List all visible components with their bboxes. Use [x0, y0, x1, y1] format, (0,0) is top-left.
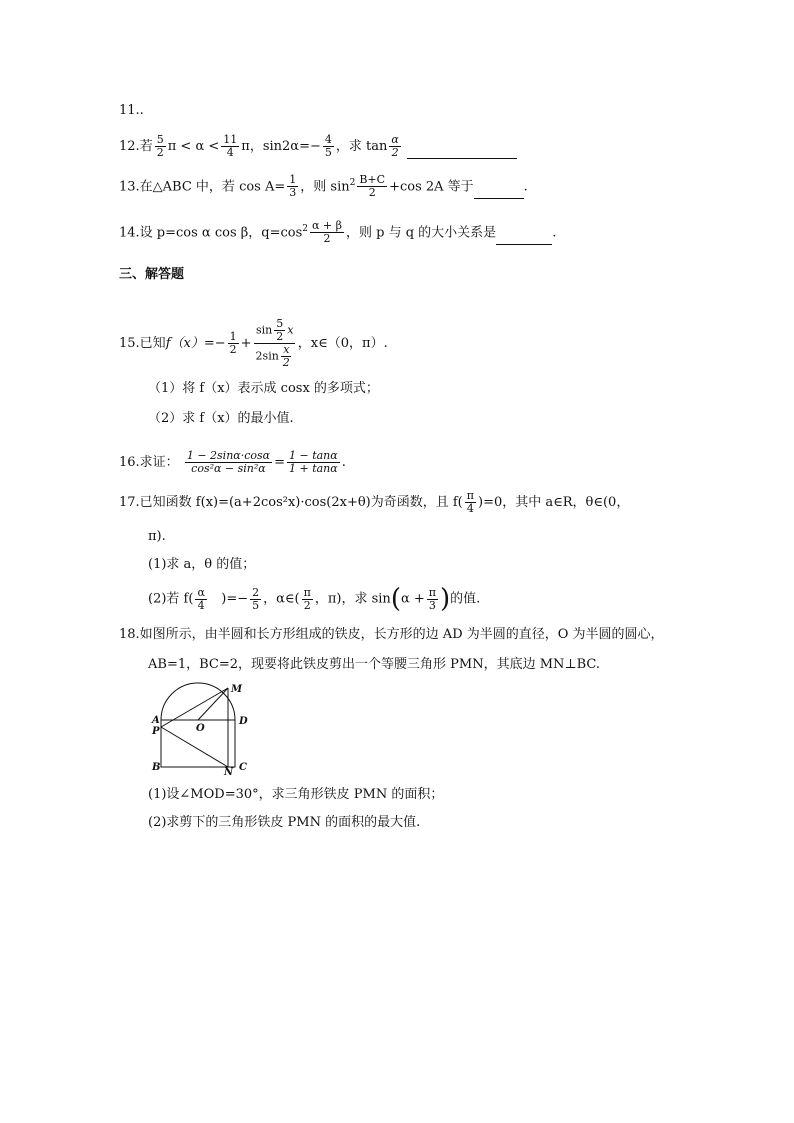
q17-fraction-pi2: $\frac{\pi}{2}$: [303, 585, 311, 612]
q17-line-2: π).: [148, 529, 166, 544]
section-heading: 三、解答题: [119, 267, 185, 282]
question-15: [119, 318, 388, 369]
q13-text: 13.在△ABC 中，若 cos A=: [119, 179, 286, 195]
question-17: [119, 490, 629, 515]
label-m: M: [231, 684, 243, 695]
question-16: [119, 450, 346, 475]
q13-fraction-2: $\frac{B+C}{2}$: [359, 173, 386, 200]
q17-fraction-25: $\frac{2}{5}$: [252, 585, 260, 612]
label-n: N: [224, 767, 234, 776]
q12-sin2: ，sin2: [249, 139, 291, 154]
q16-rhs-fraction: $\frac{1 - \tan\alpha}{1 + \tan\alpha}$: [288, 449, 338, 475]
q13-square: 2: [349, 178, 356, 188]
q17-sub-1: (1)求 a，θ 的值；: [148, 557, 256, 572]
segment-pn: [161, 727, 228, 767]
segment-pm: [161, 688, 228, 727]
q14-text: 14.设 p=cos α cos β，q=cos: [119, 225, 303, 241]
q17-sub-2: (2)若 f( $\frac{\alpha}{4}$ )=− $\frac{2}{5}$ ，α∈( $\frac{\pi}{2}$ ，π)，求 sin(α + $\frac{\pi}{3}$ )的值.: [148, 584, 481, 614]
q11-text: 11..: [119, 103, 144, 118]
label-p: P: [152, 726, 160, 737]
label-a: A: [152, 715, 160, 726]
q15-fraction-half: $\frac{1}{2}$: [229, 330, 237, 356]
question-13: [119, 174, 528, 199]
q14-answer-blank[interactable]: [496, 230, 552, 245]
q12-text: 若: [139, 139, 153, 154]
q17-fraction-a4: $\frac{\alpha}{4}$: [197, 585, 205, 612]
q13-fraction-1: $\frac{1}{3}$: [289, 173, 297, 200]
q12-pi: π: [167, 139, 177, 154]
q15-equals: =−: [203, 336, 226, 351]
q15-sub-1: （1）将 f（x）表示成 cosx 的多项式；: [148, 381, 379, 396]
question-12: [119, 134, 517, 159]
q13-answer-blank[interactable]: [474, 184, 524, 199]
label-d: D: [239, 716, 248, 727]
q12-pi-2: π: [241, 139, 250, 154]
q13-text-2: +cos 2A 等于: [389, 179, 474, 195]
q14-square: 2: [302, 224, 308, 234]
q17-text-2: )=0，其中 a∈R，θ∈(0，: [478, 495, 630, 510]
segment-om: [198, 688, 228, 720]
q14-fraction: $\frac{\alpha + \beta}{2}$: [312, 219, 342, 246]
q17-text: 17.已知函数 f(x)=(a+2cos²x)·cos(2x+θ)为奇函数，且 f(: [119, 495, 463, 510]
q15-big-fraction: sin $\frac{5}{2}$ x 2sin $\frac{x}{2}$: [255, 317, 294, 369]
q15-sub-2: （2）求 f（x）的最小值.: [148, 411, 294, 426]
question-14: [119, 220, 556, 245]
q16-period: .: [341, 455, 346, 470]
q12-fraction-2: $\frac{11}{4}$: [223, 133, 238, 159]
q12-alpha-2: α: [290, 139, 300, 154]
q12-equals: =−: [299, 139, 321, 154]
q12-alpha: α: [195, 139, 205, 154]
label-b: B: [152, 762, 161, 773]
label-o: O: [196, 723, 205, 734]
q18-sub-1: (1)设∠MOD=30°，求三角形铁皮 PMN 的面积；: [148, 787, 444, 802]
q12-less-than: <: [180, 139, 192, 154]
q18-sub-2: (2)求剪下的三角形铁皮 PMN 的面积的最大值.: [148, 815, 421, 830]
q12-answer-blank[interactable]: [407, 144, 517, 159]
question-11: [119, 102, 144, 120]
q18-line-2: AB=1，BC=2，现要将此铁皮剪出一个等腰三角形 PMN，其底边 MN⊥BC.: [148, 657, 601, 672]
q16-lhs-fraction: $\frac{1 - 2\sin\alpha\cdot\cos\alpha}{\text{cos²α − sin²α}}$: [186, 449, 271, 475]
q17-fraction-pi3: $\frac{\pi}{3}$: [428, 585, 437, 612]
q12-fraction-3: $\frac{4}{5}$: [324, 133, 332, 159]
q18-figure: [144, 680, 254, 776]
q14-text-2: ，则 p 与 q 的大小关系是: [346, 225, 497, 241]
q12-number: 12.: [119, 139, 140, 154]
q14-period: .: [552, 225, 557, 241]
q16-equals: =: [274, 455, 285, 470]
q17-fraction-pi4: $\frac{\pi}{4}$: [466, 489, 474, 515]
q12-fraction-1: $\frac{5}{2}$: [156, 133, 164, 159]
q15-plus: +: [240, 336, 252, 351]
q13-sin: ，则 sin: [300, 179, 350, 195]
semicircle: [161, 683, 235, 720]
q15-text: 15.已知: [119, 336, 166, 351]
question-18: 18.如图所示，由半圆和长方形组成的铁皮，长方形的边 AD 为半圆的直径，O 为半圆的圆心，: [119, 627, 664, 642]
q12-fraction-4: $\frac{\alpha}{2}$: [391, 133, 399, 159]
q15-fx: f（x）: [165, 336, 204, 351]
q15-domain: ，x∈（0，π）.: [297, 336, 388, 351]
q13-period: .: [523, 179, 528, 195]
q12-find-tan: ，求 tan: [335, 139, 388, 154]
q12-less-than-2: <: [208, 139, 220, 154]
label-c: C: [239, 762, 247, 773]
q16-text: 16.求证：: [119, 455, 179, 470]
